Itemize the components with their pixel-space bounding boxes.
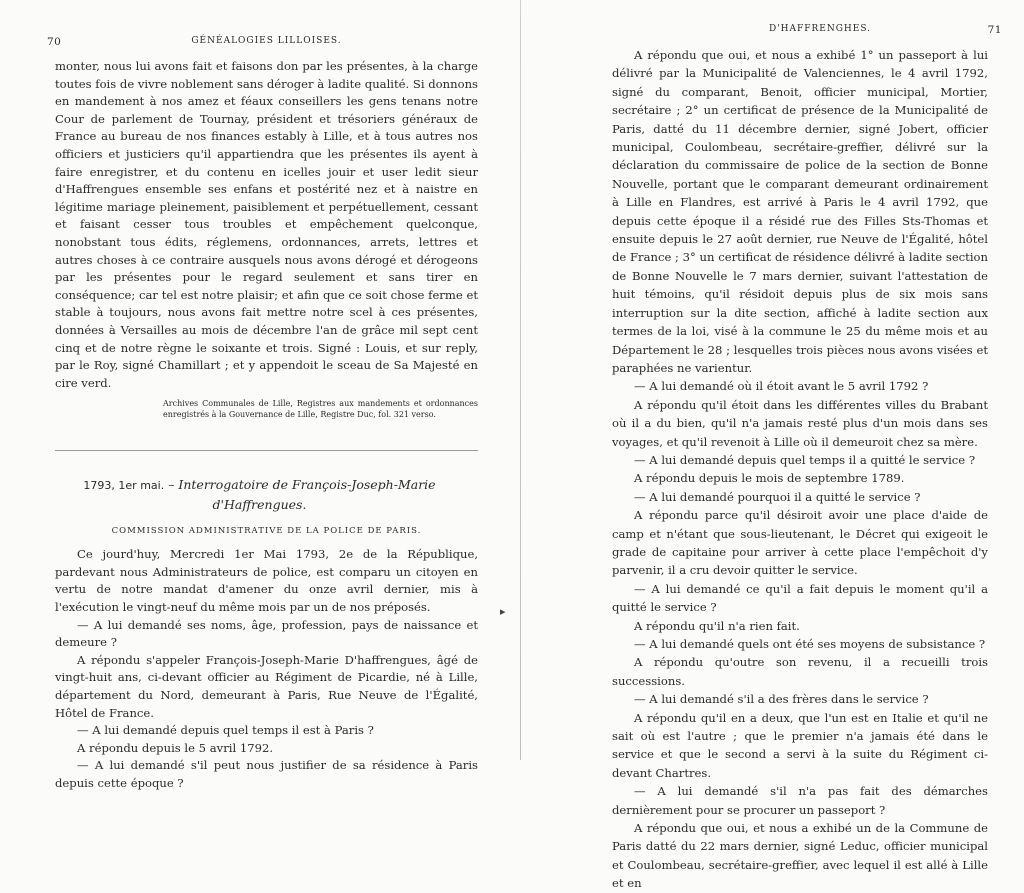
left-section-paragraph: — A lui demandé ses noms, âge, profession, pays de naissance et demeure ? bbox=[55, 617, 478, 650]
right-paragraph: — A lui demandé pourquoi il a quitté le service ? bbox=[634, 489, 921, 504]
left-running-title: GÉNÉALOGIES LILLOISES. bbox=[191, 36, 342, 46]
right-paragraph: — A lui demandé s'il n'a pas fait des démarches dernièrement pour se procurer un passeport ? bbox=[612, 784, 988, 817]
section-heading bbox=[55, 475, 464, 514]
commission-line: COMMISSION ADMINISTRATIVE DE LA POLICE DE PARIS. bbox=[111, 526, 422, 537]
right-page-number: 71 bbox=[987, 24, 1002, 36]
left-section-paragraph: Ce jourd'huy, Mercredi 1er Mai 1793, 2e de la République, pardevant nous Administrateurs de police, est comparu un citoyen en vertu de notre mandat d'amener du onze avril dernier, mis à l'exécution le vingt-neuf du même mois par un de nos préposés. bbox=[55, 547, 478, 615]
right-running-head bbox=[612, 24, 1002, 46]
archive-citation: Archives Communales de Lille, Registres aux mandements et ordonnances enregistrés à la Gouvernance de Lille, Registre Duc, fol. 321 verso. bbox=[163, 399, 478, 420]
left-section-paragraph: A répondu depuis le 5 avril 1792. bbox=[77, 740, 274, 755]
right-paragraph: A répondu qu'outre son revenu, il a recueilli trois successions. bbox=[612, 655, 988, 688]
right-paragraph: — A lui demandé s'il a des frères dans le service ? bbox=[634, 692, 929, 707]
right-paragraph: A répondu parce qu'il désiroit avoir une place d'aide de camp et n'étant que sous-lieutenant, le Décret qui exigeoit le grade de capitaine pour arriver à cette place l'empêchoit d'y parvenir, il a cru devoir quitter le service. bbox=[612, 508, 988, 578]
right-paragraph: — A lui demandé où il étoit avant le 5 avril 1792 ? bbox=[634, 379, 929, 394]
margin-arrow-icon: ▸ bbox=[500, 605, 506, 618]
left-page-number: 70 bbox=[47, 36, 62, 48]
section-date: 1793, 1er mai. bbox=[83, 479, 165, 493]
right-paragraph: A répondu qu'il étoit dans les différentes villes du Brabant où il a du bien, qu'il n'a jamais resté plus d'un mois dans ses voyages, et qu'il revenoit à Lille où il demeuroit chez sa mère. bbox=[612, 397, 988, 449]
right-paragraph: A répondu qu'il en a deux, que l'un est en Italie et qu'il ne sait où est l'autre ; que le premier n'a jamais été dans le service et que le second a servi à la suite du Régiment ci-devant Chartres. bbox=[612, 710, 988, 780]
right-paragraph: A répondu depuis le mois de septembre 1789. bbox=[634, 471, 905, 486]
left-paragraph: monter, nous lui avons fait et faisons don par les présentes, à la charge toutes fois de vivre noblement sans déroger à ladite qualité. Si donnons en mandement à nos amez et féaux conseillers les gens tenans notre Cour de parlement de Tournay, président et trésoriers généraux de France au bureau de nos finances estably à Lille, et à tous autres nos officiers et justiciers qu'il appartiendra que les présentes ils ayent à faire enregistrer, et du contenu en icelles jouir et user ledit sieur d'Haffrengues ensemble ses enfans et postérité nez et à naistre en légitime mariage pleinement, paisiblement et perpétuellement, cessant et faisant cesser tous troubles et empêchement quelconque, nonobstant tous édits, réglemens, ordonnances, arrets, lettres et autres choses à ce contraire ausquels nous avons dérogé et dérogeons par les présentes pour le regard seulement et sans tirer en conséquence; car tel est notre plaisir; et afin que ce soit chose ferme et stable à toujours, nous avons fait mettre notre scel à ces présentes, données à Versailles au mois de décembre l'an de grâce mil sept cent cinq et de notre règne le soixante et trois. Signé : Louis, et sur reply, par le Roy, signé Chamillart ; et y appendoit le sceau de Sa Majesté en cire verd. bbox=[55, 59, 478, 390]
right-paragraph: — A lui demandé quels ont été ses moyens de subsistance ? bbox=[634, 637, 986, 651]
section-title: – Interrogatoire de François-Joseph-Marie d'Haffrengues. bbox=[168, 477, 436, 513]
left-section-paragraph: — A lui demandé depuis quel temps il est à Paris ? bbox=[77, 723, 374, 738]
right-paragraph: A répondu que oui, et nous a exhibé un de la Commune de Paris datté du 22 mars dernier, signé Leduc, officier municipal et Coulombeau, secrétaire-greffier, avec lequel il est allé à Lille et en bbox=[612, 821, 988, 891]
left-page bbox=[0, 0, 512, 790]
right-paragraph: — A lui demandé depuis quel temps il a quitté le service ? bbox=[634, 452, 976, 467]
left-running-head bbox=[47, 36, 478, 58]
right-paragraph: A répondu qu'il n'a rien fait. bbox=[634, 618, 800, 633]
right-paragraph: A répondu que oui, et nous a exhibé 1° un passeport à lui délivré par la Municipalité de Valenciennes, le 4 avril 1792, signé du comparant, Benoit, officier municipal, Mortier, secrétaire ; 2° un certificat de présence de la Municipalité de Paris, datté du 11 décembre dernier, signé Jobert, officier municipal, Coulombeau, secrétaire-greffier, délivré sur la déclaration du commissaire de police de la section de Bonne Nouvelle, portant que le comparant demeurant ordinairement à Lille en Flandres, est arrivé à Paris le 4 avril 1792, que depuis cette époque il a résidé rue des Filles Sts-Thomas et ensuite depuis le 27 août dernier, rue Neuve de l'Égalité, hôtel de France ; 3° un certificat de résidence délivré à ladite section de Bonne Nouvelle le 7 mars dernier, suivant l'attestation de huit témoins, qu'il résidoit depuis plus de six mois sans interruption sur la dite section, affiché à ladite section aux termes de la loi, visé à la commune le 25 du même mois et au Département le 28 ; lesquelles trois pièces nous avons visées et paraphées ne varientur. bbox=[612, 48, 988, 375]
left-section-paragraph: A répondu s'appeler François-Joseph-Marie D'haffrengues, âgé de vingt-huit ans, ci-devant officier au Régiment de Picardie, né à Lille, département du Nord, demeurant à Paris, Rue Neuve de l'Égalité, Hôtel de France. bbox=[55, 652, 478, 720]
right-paragraph: — A lui demandé ce qu'il a fait depuis le moment qu'il a quitté le service ? bbox=[612, 581, 988, 615]
right-running-title: D'HAFFRENGHES. bbox=[768, 24, 872, 34]
section-divider bbox=[55, 450, 478, 451]
left-section-paragraph: — A lui demandé s'il peut nous justifier de sa résidence à Paris depuis cette époque ? bbox=[55, 758, 478, 790]
right-page bbox=[500, 0, 1024, 891]
